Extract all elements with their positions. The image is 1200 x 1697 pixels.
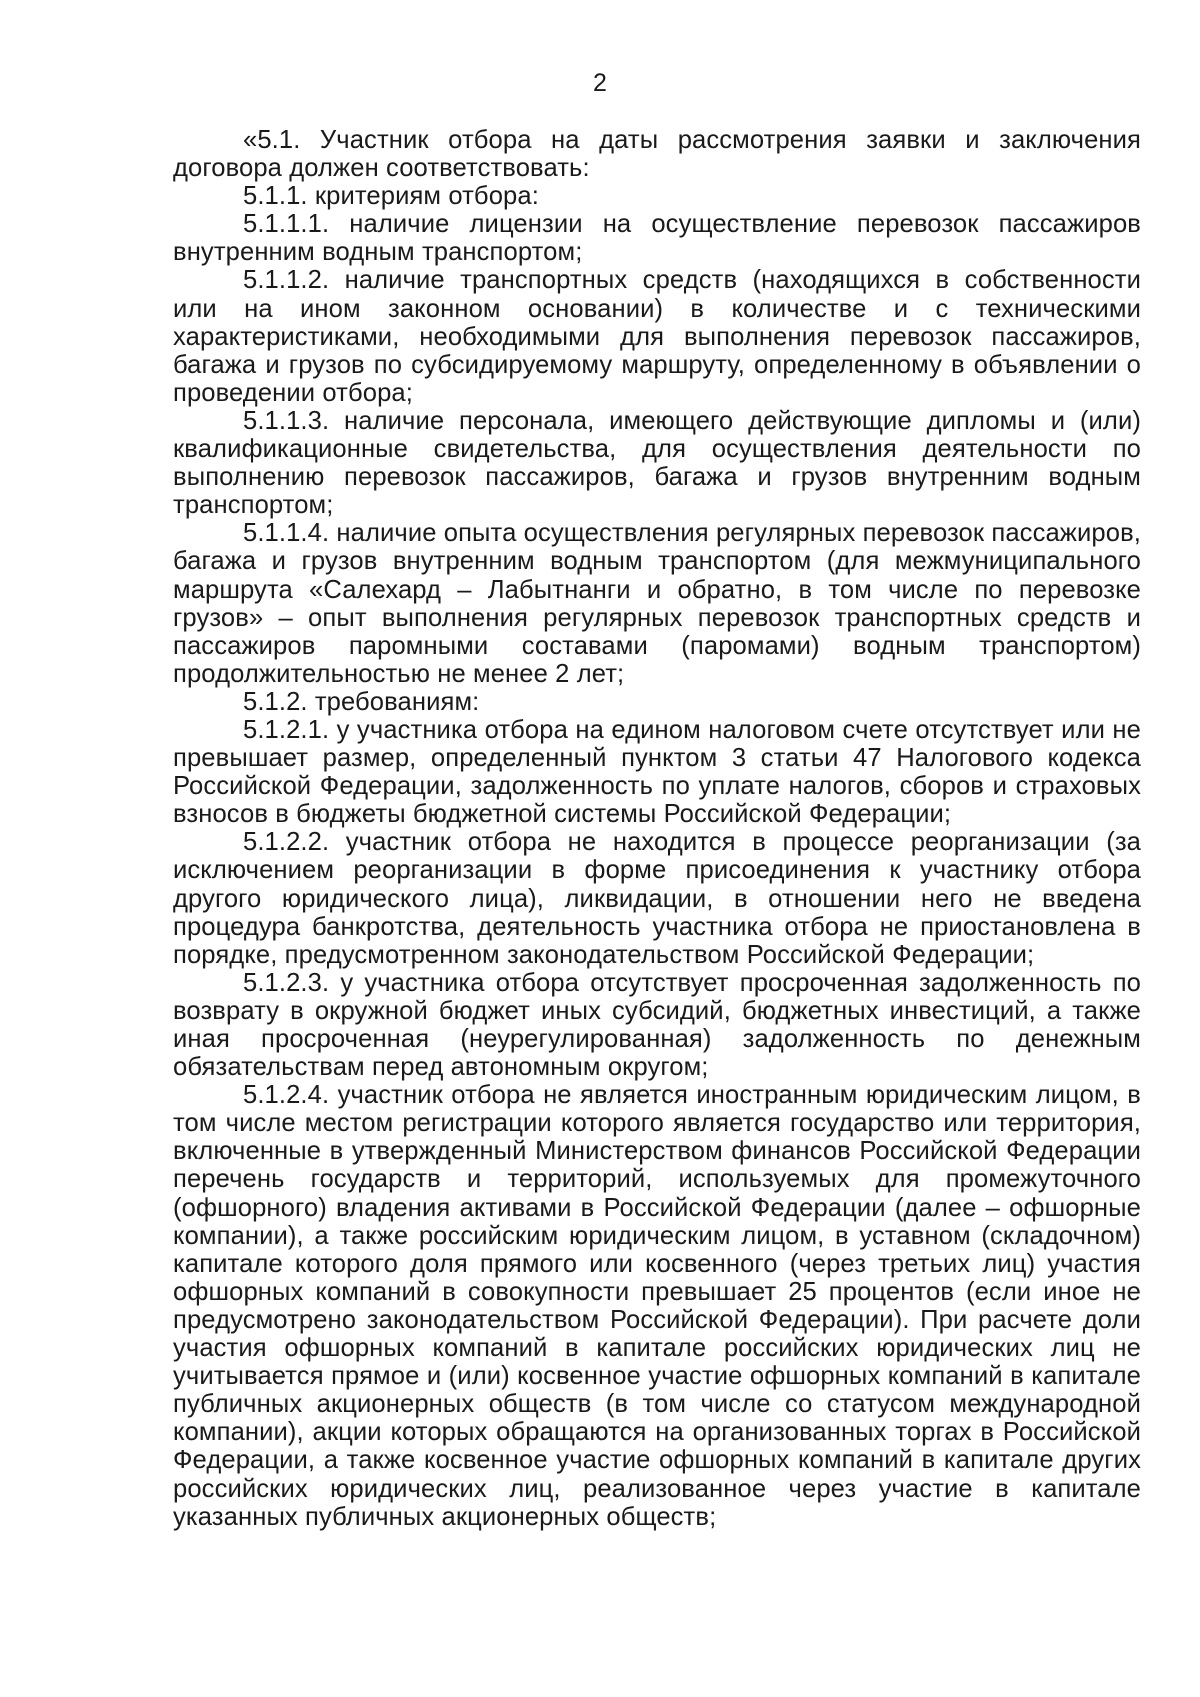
paragraph-5-1-2-4: 5.1.2.4. участник отбора не является иностранным юридическим лицом, в том числе местом регистрации которого является государство или территория, включенные в утвержденный Министерством финансов Российской Федерации перечень государств и территорий, используемых для промежуточного (офшорного) владения активами в Российской Федерации (далее – офшорные компании), а также российским юридическим лицом, в уставном (складочном) капитале которого доля прямого или косвенного (через третьих лиц) участия офшорных компаний в совокупности превышает 25 процентов (если иное не предусмотрено законодательством Российской Федерации). При расчете доли участия офшорных компаний в капитале российских юридических лиц не учитывается прямое и (или) косвенное участие офшорных компаний в капитале публичных акционерных обществ (в том числе со статусом международной компании), акции которых обращаются на организованных торгах в Российской Федерации, а также косвенное участие офшорных компаний в капитале других российских юридических лиц, реализованное через участие в капитале указанных публичных акционерных обществ;: [173, 1081, 1141, 1531]
document-body: [173, 126, 1141, 1531]
paragraph-5-1-1-2: 5.1.1.2. наличие транспортных средств (находящихся в собственности или на ином законном основании) в количестве и с техническими характеристиками, необходимыми для выполнения перевозок пассажиров, багажа и грузов по субсидируемому маршруту, определенному в объявлении о проведении отбора;: [173, 266, 1141, 407]
page-number: 2: [593, 69, 607, 97]
paragraph-5-1-1: 5.1.1. критериям отбора:: [243, 182, 539, 211]
paragraph-5-1-1-1: 5.1.1.1. наличие лицензии на осуществление перевозок пассажиров внутренним водным транспортом;: [173, 210, 1141, 267]
paragraph-5-1-2-2: 5.1.2.2. участник отбора не находится в процессе реорганизации (за исключением реорганизации в форме присоединения к участнику отбора другого юридического лица), ликвидации, в отношении него не введена процедура банкротства, деятельность участника отбора не приостановлена в порядке, предусмотренном законодательством Российской Федерации;: [173, 828, 1141, 969]
paragraph-5-1-1-4: 5.1.1.4. наличие опыта осуществления регулярных перевозок пассажиров, багажа и грузов внутренним водным транспортом (для межмуниципального маршрута «Салехард – Лабытнанги и обратно, в том числе по перевозке грузов» – опыт выполнения регулярных перевозок транспортных средств и пассажиров паромными составами (паромами) водным транспортом) продолжительностью не менее 2 лет;: [173, 519, 1141, 688]
paragraph-5-1: «5.1. Участник отбора на даты рассмотрения заявки и заключения договора должен соответствовать:: [173, 126, 1141, 183]
paragraph-5-1-1-3: 5.1.1.3. наличие персонала, имеющего действующие дипломы и (или) квалификационные свидетельства, для осуществления деятельности по выполнению перевозок пассажиров, багажа и грузов внутренним водным транспортом;: [173, 406, 1141, 520]
paragraph-5-1-2-3: 5.1.2.3. у участника отбора отсутствует просроченная задолженность по возврату в окружной бюджет иных субсидий, бюджетных инвестиций, а также иная просроченная (неурегулированная) задолженность по денежным обязательствам перед автономным округом;: [173, 968, 1141, 1082]
paragraph-5-1-2-1: 5.1.2.1. у участника отбора на едином налоговом счете отсутствует или не превышает размер, определенный пунктом 3 статьи 47 Налогового кодекса Российской Федерации, задолженность по уплате налогов, сборов и страховых взносов в бюджеты бюджетной системы Российской Федерации;: [173, 715, 1141, 829]
paragraph-5-1-2: 5.1.2. требованиям:: [243, 687, 480, 716]
